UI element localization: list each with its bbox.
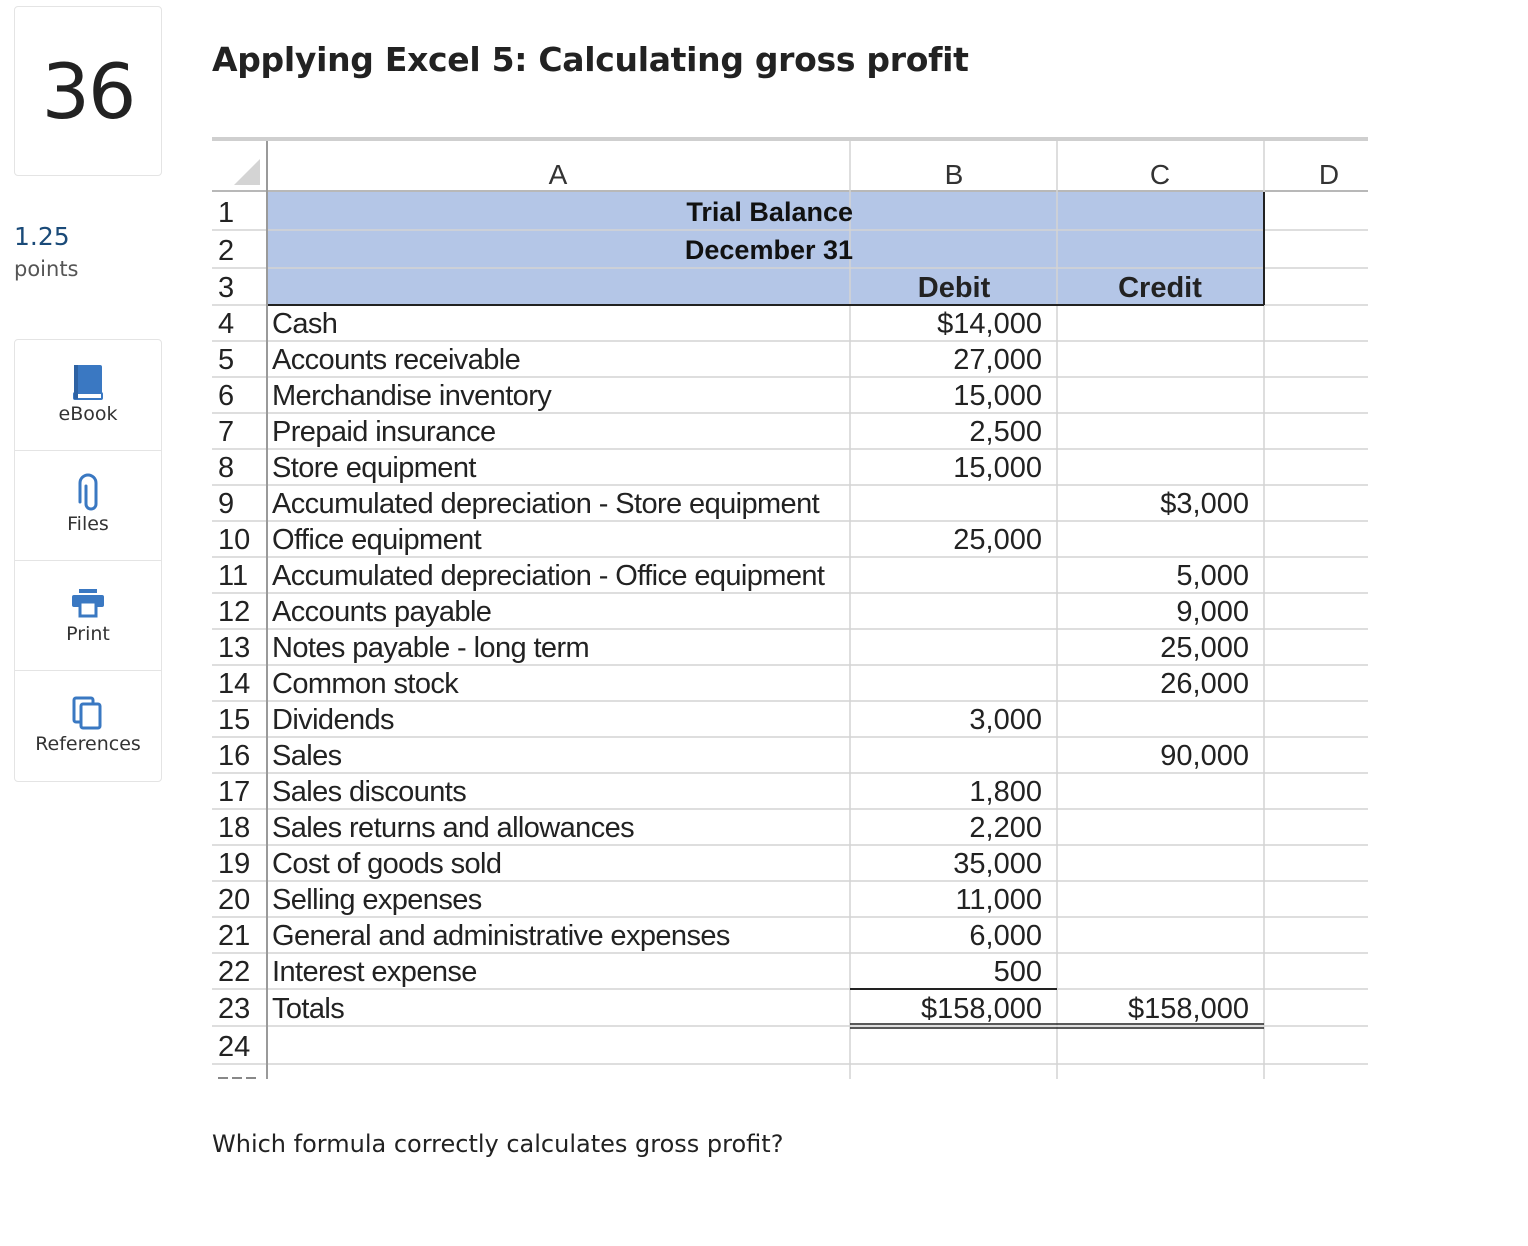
files-label: Files	[67, 513, 109, 535]
row-number[interactable]: 11	[218, 560, 249, 592]
cell-account-name[interactable]: Accounts payable	[272, 596, 492, 628]
question-number: 36	[41, 46, 135, 136]
row-number[interactable]: 8	[218, 452, 235, 484]
book-icon	[70, 362, 106, 402]
cell-account-name[interactable]: Common stock	[272, 668, 459, 700]
cell-credit[interactable]: 90,000	[1160, 740, 1249, 772]
print-button[interactable]	[15, 560, 161, 671]
cell-account-name[interactable]: Merchandise inventory	[272, 380, 552, 412]
trial-balance-spreadsheet	[212, 137, 1368, 1079]
question-title: Applying Excel 5: Calculating gross profit	[212, 40, 969, 79]
references-button[interactable]	[15, 670, 161, 780]
points-label: points	[14, 257, 79, 281]
row-number[interactable]: 12	[218, 596, 251, 628]
cell-debit[interactable]: 2,200	[969, 812, 1042, 844]
cell-account-name[interactable]: Accounts receivable	[272, 344, 521, 376]
spreadsheet-rows	[212, 197, 1249, 1079]
row-number[interactable]: 5	[218, 344, 235, 376]
row-number[interactable]: 18	[218, 812, 251, 844]
cell-account-name[interactable]: Sales returns and allowances	[272, 812, 635, 844]
cell-account-name[interactable]: Dividends	[272, 704, 394, 736]
cell-account-name[interactable]: Totals	[272, 993, 345, 1025]
question-prompt: Which formula correctly calculates gross profit?	[212, 1130, 784, 1158]
row-number[interactable]: 4	[218, 308, 235, 340]
column-header-d[interactable]: D	[1318, 159, 1340, 190]
sheet-top-bar	[212, 137, 1368, 141]
row-number[interactable]: 24	[218, 1031, 251, 1063]
sheet-title-line1: Trial Balance	[686, 197, 853, 227]
cell-credit[interactable]: $3,000	[1160, 488, 1249, 520]
column-header-a[interactable]: A	[548, 159, 568, 190]
cell-credit[interactable]: Credit	[1118, 272, 1202, 304]
row-number[interactable]: 21	[218, 920, 251, 952]
paperclip-icon	[70, 472, 106, 512]
row-number[interactable]: 14	[218, 668, 251, 700]
printer-icon	[70, 582, 106, 622]
row-number[interactable]: 2	[218, 235, 235, 267]
ebook-label: eBook	[58, 403, 118, 425]
cell-credit[interactable]: 25,000	[1160, 632, 1249, 664]
cell-debit[interactable]: 25,000	[953, 524, 1042, 556]
cell-debit[interactable]: 2,500	[969, 416, 1042, 448]
files-button[interactable]	[15, 450, 161, 561]
row-number[interactable]: 7	[218, 416, 235, 448]
question-number-card	[14, 6, 162, 176]
cell-account-name[interactable]: Selling expenses	[272, 884, 482, 916]
column-header-strip	[212, 141, 1368, 191]
cell-debit[interactable]: $14,000	[937, 308, 1042, 340]
row-number[interactable]: 19	[218, 848, 251, 880]
cell-debit[interactable]: Debit	[917, 272, 991, 304]
cell-account-name[interactable]: Sales	[272, 740, 342, 772]
cell-debit[interactable]: 1,800	[969, 776, 1042, 808]
cell-account-name[interactable]: Office equipment	[272, 524, 482, 556]
print-label: Print	[66, 623, 110, 645]
column-header-b[interactable]: B	[944, 159, 964, 190]
cell-account-name[interactable]: Prepaid insurance	[272, 416, 496, 448]
cell-account-name[interactable]: Interest expense	[272, 956, 477, 988]
cell-debit[interactable]: $158,000	[921, 993, 1042, 1025]
row-number[interactable]: 1	[218, 197, 235, 229]
row-number[interactable]: 15	[218, 704, 251, 736]
row-number[interactable]: 23	[218, 993, 251, 1025]
column-header-c[interactable]: C	[1149, 159, 1171, 190]
cell-account-name[interactable]: General and administrative expenses	[272, 920, 730, 952]
cell-debit[interactable]: 3,000	[969, 704, 1042, 736]
cell-debit[interactable]: 11,000	[955, 884, 1042, 916]
copy-pages-icon	[70, 692, 106, 732]
row-number[interactable]: 13	[218, 632, 251, 664]
cell-account-name[interactable]: Accumulated depreciation - Office equipment	[272, 560, 825, 592]
tools-panel	[14, 339, 162, 782]
spreadsheet-canvas	[212, 137, 1368, 1079]
ebook-button[interactable]	[15, 340, 161, 451]
cell-account-name[interactable]: Sales discounts	[272, 776, 467, 808]
cell-account-name[interactable]: Cash	[272, 308, 338, 340]
cell-credit[interactable]: 5,000	[1176, 560, 1249, 592]
references-label: References	[35, 733, 141, 755]
points-value: 1.25	[14, 222, 70, 251]
row-number[interactable]: 17	[218, 776, 251, 808]
row-number[interactable]: 20	[218, 884, 251, 916]
cell-debit[interactable]: 500	[993, 956, 1042, 988]
row-number[interactable]: 9	[218, 488, 235, 520]
cell-account-name[interactable]: Store equipment	[272, 452, 476, 484]
cell-debit[interactable]: 27,000	[953, 344, 1042, 376]
cell-debit[interactable]: 35,000	[953, 848, 1042, 880]
cell-debit[interactable]: 15,000	[953, 452, 1042, 484]
cell-account-name[interactable]: Accumulated depreciation - Store equipment	[272, 488, 820, 520]
cell-credit[interactable]: 9,000	[1176, 596, 1249, 628]
row-number[interactable]: 22	[218, 956, 251, 988]
cell-credit[interactable]: $158,000	[1128, 993, 1249, 1025]
row-number[interactable]: 10	[218, 524, 251, 556]
row-number[interactable]: 6	[218, 380, 235, 412]
cell-debit[interactable]: 15,000	[953, 380, 1042, 412]
row-number[interactable]: 3	[218, 272, 235, 304]
row-number[interactable]: 16	[218, 740, 251, 772]
cell-account-name[interactable]: Cost of goods sold	[272, 848, 502, 880]
cell-credit[interactable]: 26,000	[1160, 668, 1249, 700]
cell-account-name[interactable]: Notes payable - long term	[272, 632, 590, 664]
cell-debit[interactable]: 6,000	[969, 920, 1042, 952]
sheet-title-line2: December 31	[684, 235, 853, 265]
